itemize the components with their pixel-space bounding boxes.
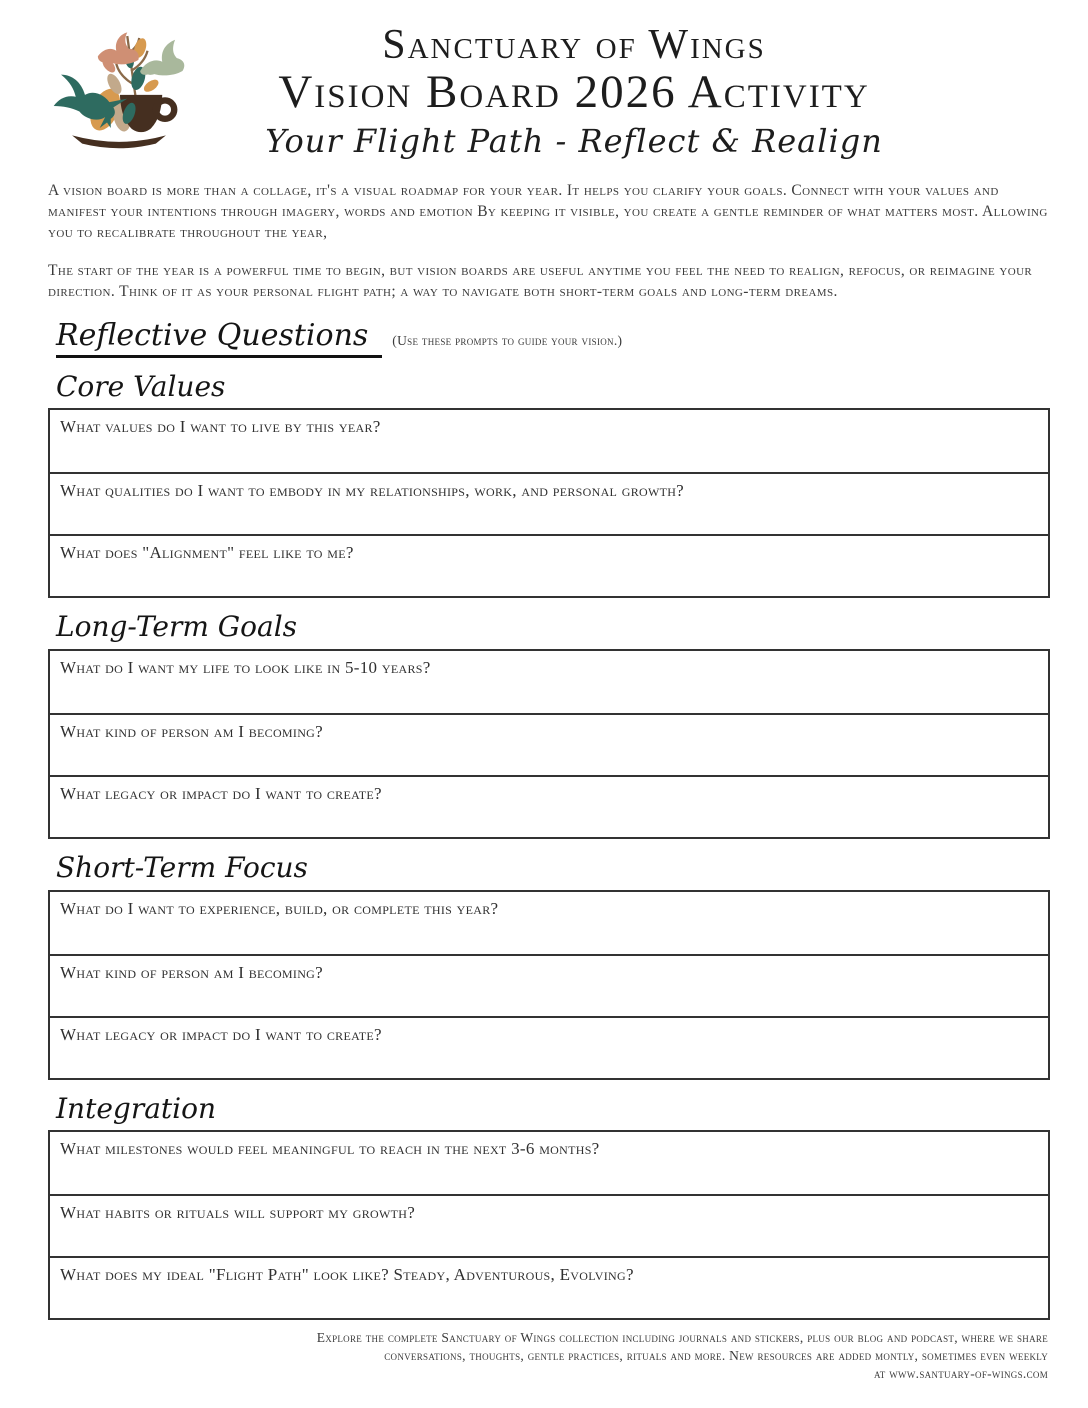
question-row	[50, 651, 1048, 713]
reflective-questions-heading: Reflective Questions	[56, 319, 382, 358]
title-block	[48, 22, 1050, 160]
question-row	[50, 892, 1048, 954]
birds-and-coffee-cup-logo-icon	[50, 24, 188, 164]
question-row	[50, 410, 1048, 472]
question-text: What do I want to experience, build, or complete this year?	[60, 898, 499, 918]
question-row	[50, 1256, 1048, 1318]
intro-paragraph-2: The start of the year is a powerful time to begin, but vision boards are useful anytime you feel the need to realign, refocus, or reimagine your direction. Think of it as your personal flight path; a way to navigate both short-term goals and long-term dreams.	[48, 262, 1033, 301]
question-row	[50, 534, 1048, 596]
question-row	[50, 1016, 1048, 1078]
intro-paragraph-1: A vision board is more than a collage, it's a visual roadmap for your year. It helps you clarify your goals. Connect with your values and manifest your intentions through imagery, words and emotion By keeping it visible, you create a gentle reminder of what matters most. Allowing you to recalibrate throughout the year,	[48, 182, 1048, 242]
section-core-values	[48, 370, 1050, 599]
question-text: What values do I want to live by this year?	[60, 417, 381, 437]
question-text: What legacy or impact do I want to create?	[60, 1024, 382, 1044]
footer-line-2: conversations, thoughts, gentle practices, rituals and more. New resources are added montly, sometimes even weekly	[384, 1348, 1048, 1364]
question-row	[50, 954, 1048, 1016]
section-heading: Integration	[56, 1091, 217, 1125]
question-text: What do I want my life to look like in 5-10 years?	[60, 658, 431, 678]
section-heading: Core Values	[56, 369, 226, 403]
question-table	[48, 890, 1050, 1080]
page-subtitle: Your Flight Path - Reflect & Realign	[265, 121, 883, 160]
question-row	[50, 713, 1048, 775]
question-table	[48, 649, 1050, 839]
footer-line-1: Explore the complete Sanctuary of Wings collection including journals and stickers, plus our blog and podcast, where we share	[316, 1330, 1048, 1346]
page-title: Vision Board 2026 Activity	[278, 66, 870, 119]
question-table	[48, 408, 1050, 598]
footer-line-3: at www.santuary-of-wings.com	[873, 1365, 1048, 1381]
section-heading: Short-Term Focus	[56, 851, 308, 885]
question-text: What legacy or impact do I want to create?	[60, 784, 382, 804]
question-text: What kind of person am I becoming?	[60, 722, 323, 742]
question-text: What does my ideal "Flight Path" look like? Steady, Adventurous, Evolving?	[60, 1265, 634, 1285]
footer	[48, 1329, 1050, 1382]
reflective-questions-header	[56, 319, 1050, 358]
section-short-term-focus	[48, 851, 1050, 1080]
section-heading: Long-Term Goals	[56, 610, 298, 644]
question-text: What kind of person am I becoming?	[60, 962, 323, 982]
question-row	[50, 1194, 1048, 1256]
question-text: What does "Alignment" feel like to me?	[60, 543, 354, 563]
header	[48, 22, 1050, 172]
reflective-questions-note: (Use these prompts to guide your vision.)	[392, 333, 623, 349]
section-integration	[48, 1092, 1050, 1321]
question-row	[50, 472, 1048, 534]
question-text: What habits or rituals will support my growth?	[60, 1203, 416, 1223]
brand-title: Sanctuary of Wings	[382, 22, 766, 68]
question-table	[48, 1130, 1050, 1320]
question-text: What milestones would feel meaningful to reach in the next 3-6 months?	[60, 1139, 600, 1159]
question-row	[50, 775, 1048, 837]
question-row	[50, 1132, 1048, 1194]
question-text: What qualities do I want to embody in my relationships, work, and personal growth?	[60, 481, 685, 501]
section-long-term-goals	[48, 610, 1050, 839]
